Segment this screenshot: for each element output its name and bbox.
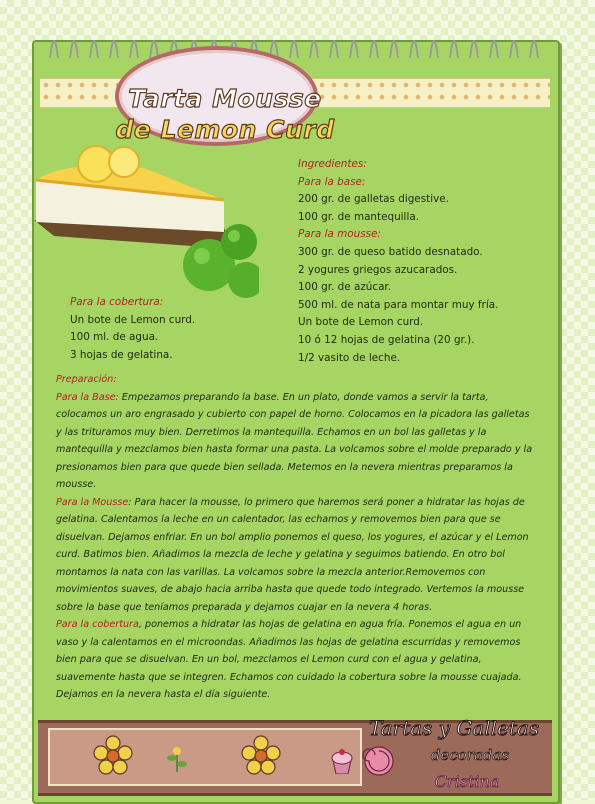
ingredients-list: [298, 156, 548, 367]
preparation-section: [56, 371, 534, 704]
list-item: 500 ml. de nata para montar muy fría.: [298, 298, 499, 311]
cobertura-list: [70, 294, 270, 364]
preparation-heading: Preparación:: [56, 374, 117, 385]
cake-illustration: [24, 140, 259, 300]
ingredients-heading: Ingredientes:: [298, 158, 367, 170]
cobertura-label: Para la cobertura:: [70, 296, 164, 308]
list-item: 2 yogures griegos azucarados.: [298, 263, 458, 276]
base-label: Para la base:: [298, 175, 366, 188]
list-item: 200 gr. de galletas digestive.: [298, 193, 449, 206]
prep-mousse-label: Para la Mousse: [56, 496, 129, 508]
recipe-title-line2: de Lemon Curd: [115, 115, 335, 144]
prep-base-text: Empezamos preparando la base. En un plato, donde vamos a servir la tarta, colocamos un aro engrasado y cubierto con papel de horno. Colocamos en la picadora las galletas y las trituramos muy bien. Derretimos la mantequilla. Echamos en un bol las galletas y la mantequilla y mezclamos bien hasta formar una pasta. La volcamos sobre el molde preparado y la presionamos bien para que quede bien sellada. Metemos en la nevera mientras preparamos la mousse.: [56, 391, 533, 490]
prep-cobertura-label: Para la cobertura: [56, 619, 139, 630]
cupcake-icon: [330, 748, 354, 774]
prep-cobertura-text: , ponemos a hidratar las hojas de gelatina en agua fría. Ponemos el agua en un vaso y la calentamos en el microondas. Añadimos las hojas de gelatina escurridas y removemos bien para que se disuelvan. En un bol, mezclamos el Lemon curd con el agua y gelatina, suavemente hasta que se integren. Echamos con cuidado la cobertura sobre la mousse cuajada. Dejamos en la nevera hasta el día siguiente.: [56, 619, 522, 700]
flower-icon: [240, 734, 282, 776]
flower-icon: [92, 734, 134, 776]
leaf-sprig-icon: [166, 746, 188, 772]
list-item: 100 gr. de azúcar.: [298, 281, 392, 294]
prep-base-label: Para la Base:: [56, 391, 119, 403]
list-item: Un bote de Lemon curd.: [298, 316, 424, 329]
prep-mousse-text: : Para hacer la mousse, lo primero que haremos será poner a hidratar las hojas de gelatina. Calentamos la leche en un calentador, las echamos y removemos bien para que se disuelvan. Dejamos enfriar. En un bol amplio ponemos el queso, los yogures, el azúcar y el Lemon curd. Batimos bien. Añadimos la mezcla de leche y gelatina y seguimos batiendo. En otro bol montamos la nata con las varillas. La volcamos sobre la mezcla anterior.Removemos con movimientos suaves, de abajo hacia arriba hasta que quede todo integrado. Vertemos la mousse sobre la base que teníamos preparada y dejamos cuajar en la nevera 4 horas.: [56, 496, 529, 613]
mousse-label: Para la mousse:: [298, 228, 381, 241]
brand-line1: Tartas y Galletas: [368, 716, 540, 740]
list-item: 300 gr. de queso batido desnatado.: [298, 245, 483, 258]
rose-icon: [362, 744, 396, 778]
spiral-binding: [44, 22, 544, 62]
list-item: 10 ó 12 hojas de gelatina (20 gr.).: [298, 333, 475, 346]
brand-line2: decoradas: [430, 746, 510, 764]
list-item: 100 ml. de agua.: [70, 331, 159, 344]
list-item: 100 gr. de mantequilla.: [298, 210, 419, 223]
brand-line3: Cristina: [434, 772, 500, 791]
list-item: 1/2 vasito de leche.: [298, 351, 401, 364]
list-item: Un bote de Lemon curd.: [70, 313, 196, 326]
recipe-title-line1: Tarta Mousse: [128, 84, 322, 113]
list-item: 3 hojas de gelatina.: [70, 348, 173, 361]
